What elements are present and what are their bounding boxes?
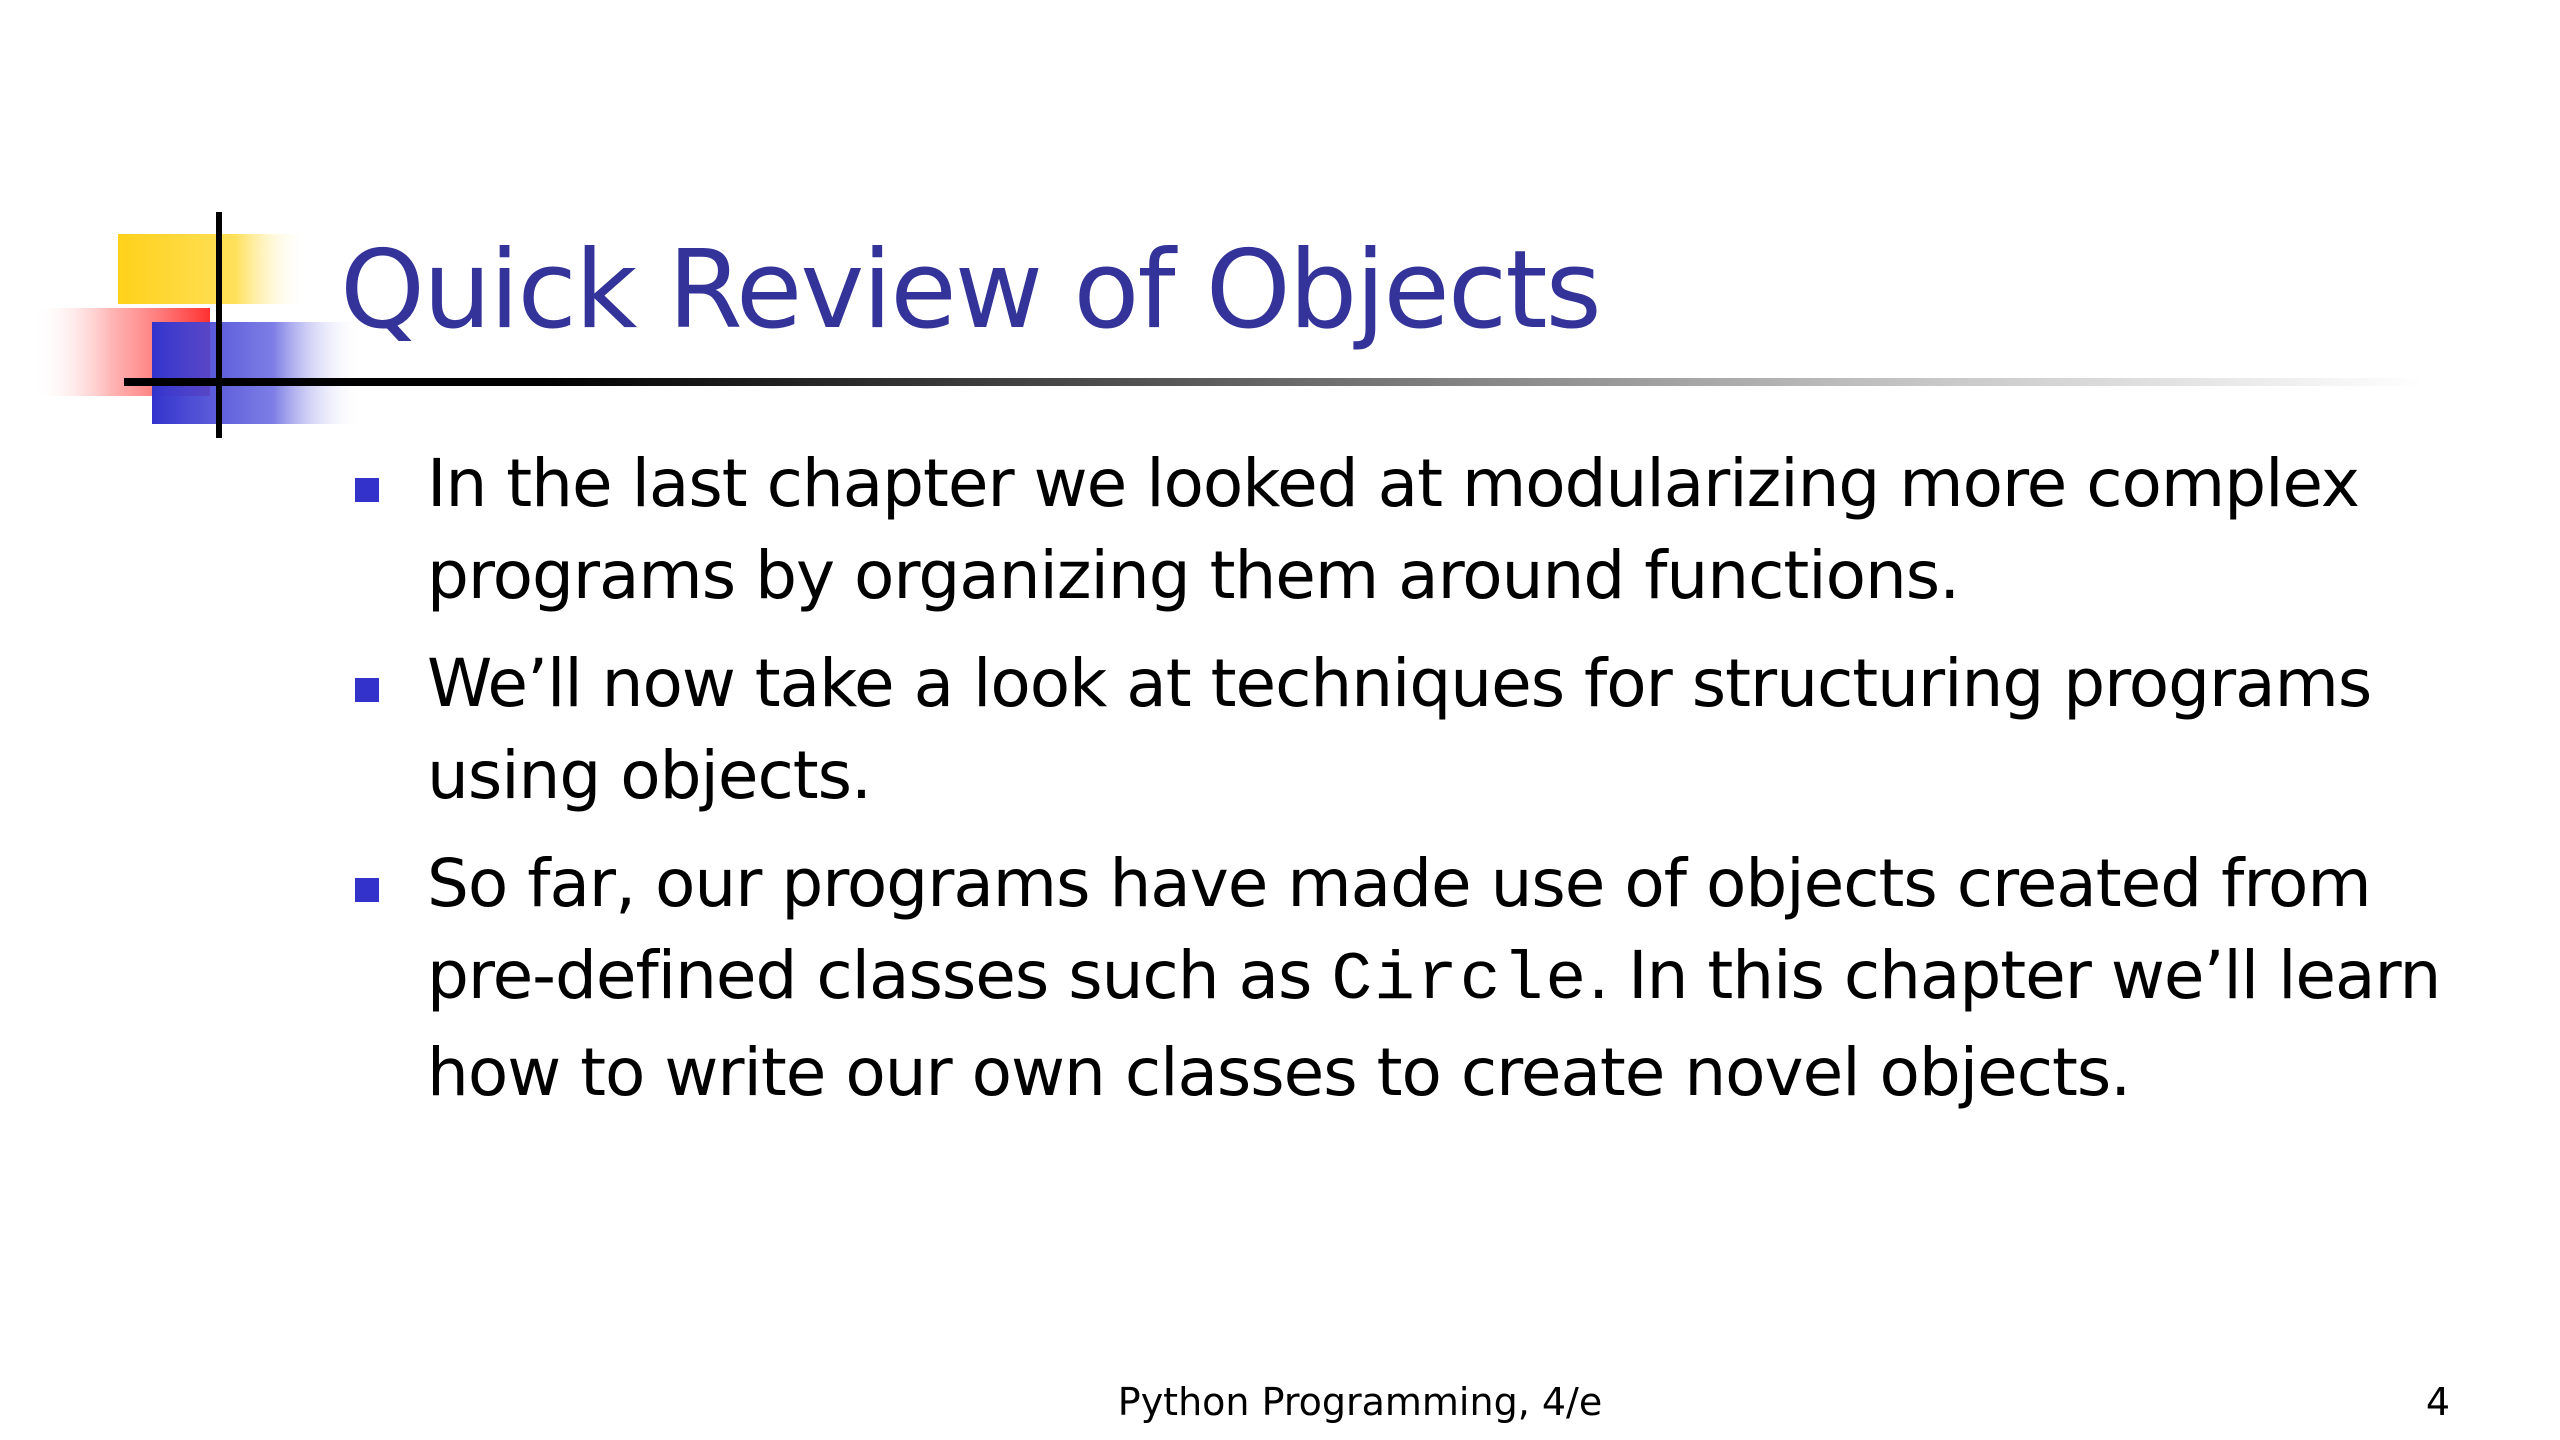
- square-bullet-icon: [355, 678, 379, 702]
- logo-blue-block-icon: [152, 322, 362, 424]
- bullet-item-3: [355, 838, 2495, 1119]
- bullet-text-3-after-code: . In this chapter we’ll learn how to write our own classes to create novel objects.: [427, 937, 2441, 1111]
- square-bullet-icon: [355, 478, 379, 502]
- bullet-text-1: In the last chapter we looked at modularizing more complex programs by organizing them around functions.: [427, 445, 2359, 614]
- logo-vertical-line-icon: [216, 212, 222, 438]
- logo-yellow-block-icon: [118, 234, 308, 304]
- square-bullet-icon: [355, 878, 379, 902]
- bullet-text-3-before-code: So far, our programs have made use of objects created from pre-defined classes such as: [427, 845, 2371, 1014]
- slide-title: Quick Review of Objects: [340, 228, 1600, 353]
- bullet-item-1: [355, 438, 2495, 622]
- bullet-item-2: [355, 638, 2495, 822]
- inline-code-class-name: Circle: [1331, 942, 1589, 1019]
- slide-footer: Python Programming, 4/e: [1117, 1380, 1603, 1424]
- slide-page-number: 4: [2425, 1380, 2450, 1424]
- bullet-text-2: We’ll now take a look at techniques for structuring programs using objects.: [427, 645, 2372, 814]
- title-underline: [124, 378, 2424, 386]
- bullet-list: [355, 438, 2495, 1135]
